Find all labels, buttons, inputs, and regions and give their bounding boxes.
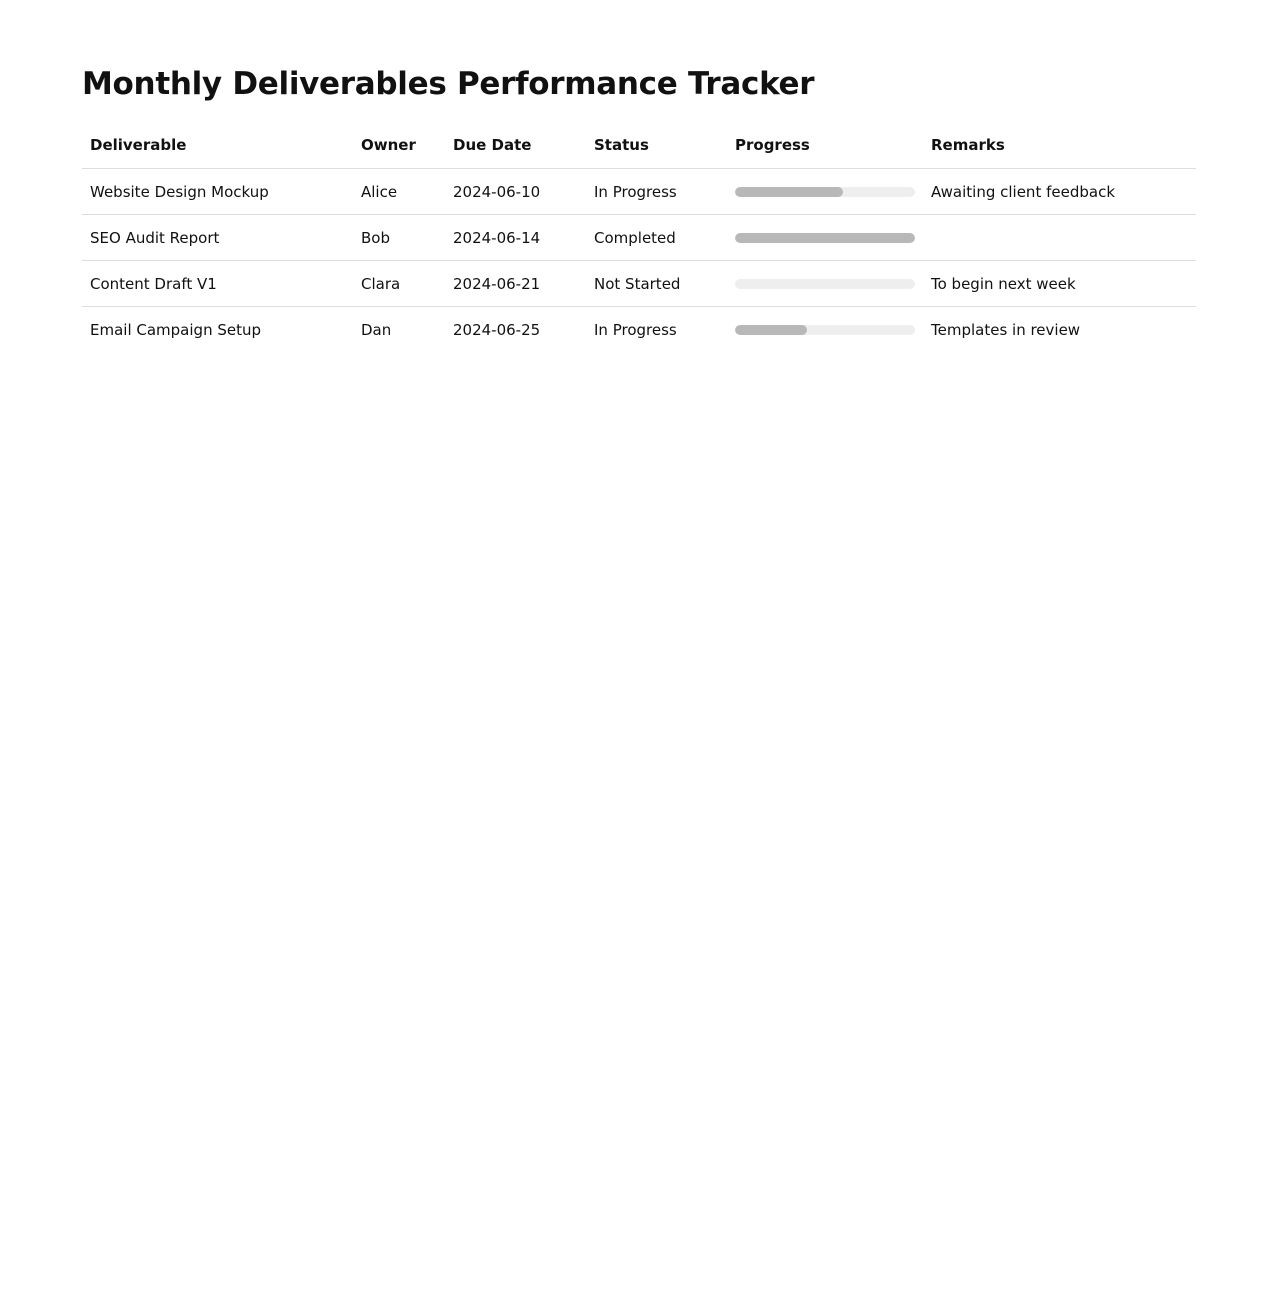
remarks-cell: Awaiting client feedback — [923, 169, 1196, 215]
progress-bar — [735, 325, 915, 335]
progress-bar — [735, 279, 915, 289]
progress-cell — [727, 261, 923, 307]
column-header-status[interactable]: Status — [586, 122, 727, 169]
column-header-remarks[interactable]: Remarks — [923, 122, 1196, 169]
column-header-progress[interactable]: Progress — [727, 122, 923, 169]
due-date-cell: 2024-06-10 — [445, 169, 586, 215]
progress-bar-fill — [735, 233, 915, 243]
deliverable-cell: Email Campaign Setup — [90, 320, 261, 339]
owner-cell: Clara — [353, 261, 445, 307]
status-cell: Not Started — [586, 261, 727, 307]
owner-cell: Dan — [361, 320, 392, 339]
table-row[interactable] — [82, 215, 1196, 261]
deliverable-cell: Website Design Mockup — [82, 169, 353, 215]
status-cell: In Progress — [586, 169, 727, 215]
remarks-cell: To begin next week — [923, 261, 1196, 307]
table-row[interactable] — [82, 261, 1196, 307]
column-header-due-date[interactable]: Due Date — [445, 122, 586, 169]
deliverables-table — [82, 122, 1196, 352]
progress-cell — [727, 307, 923, 353]
page-title: Monthly Deliverables Performance Tracker — [82, 66, 815, 102]
due-date-cell: 2024-06-25 — [453, 320, 541, 339]
column-header-owner[interactable]: Owner — [353, 122, 445, 169]
status-cell: In Progress — [594, 320, 677, 339]
remarks-cell: Templates in review — [931, 320, 1081, 339]
table-row[interactable] — [82, 169, 1196, 215]
column-header-deliverable[interactable]: Deliverable — [82, 122, 353, 169]
deliverable-cell: Content Draft V1 — [82, 261, 353, 307]
owner-cell: Alice — [353, 169, 445, 215]
table-row[interactable] — [82, 307, 1196, 353]
status-cell: Completed — [586, 215, 727, 261]
table-header-row — [82, 122, 1196, 169]
progress-cell — [727, 215, 923, 261]
deliverable-cell: SEO Audit Report — [82, 215, 353, 261]
progress-bar-fill — [735, 325, 807, 335]
progress-cell — [727, 169, 923, 215]
due-date-cell: 2024-06-21 — [445, 261, 586, 307]
progress-bar — [735, 187, 915, 197]
owner-cell: Bob — [353, 215, 445, 261]
remarks-cell — [923, 215, 1196, 261]
progress-bar-fill — [735, 187, 843, 197]
progress-bar — [735, 233, 915, 243]
due-date-cell: 2024-06-14 — [445, 215, 586, 261]
